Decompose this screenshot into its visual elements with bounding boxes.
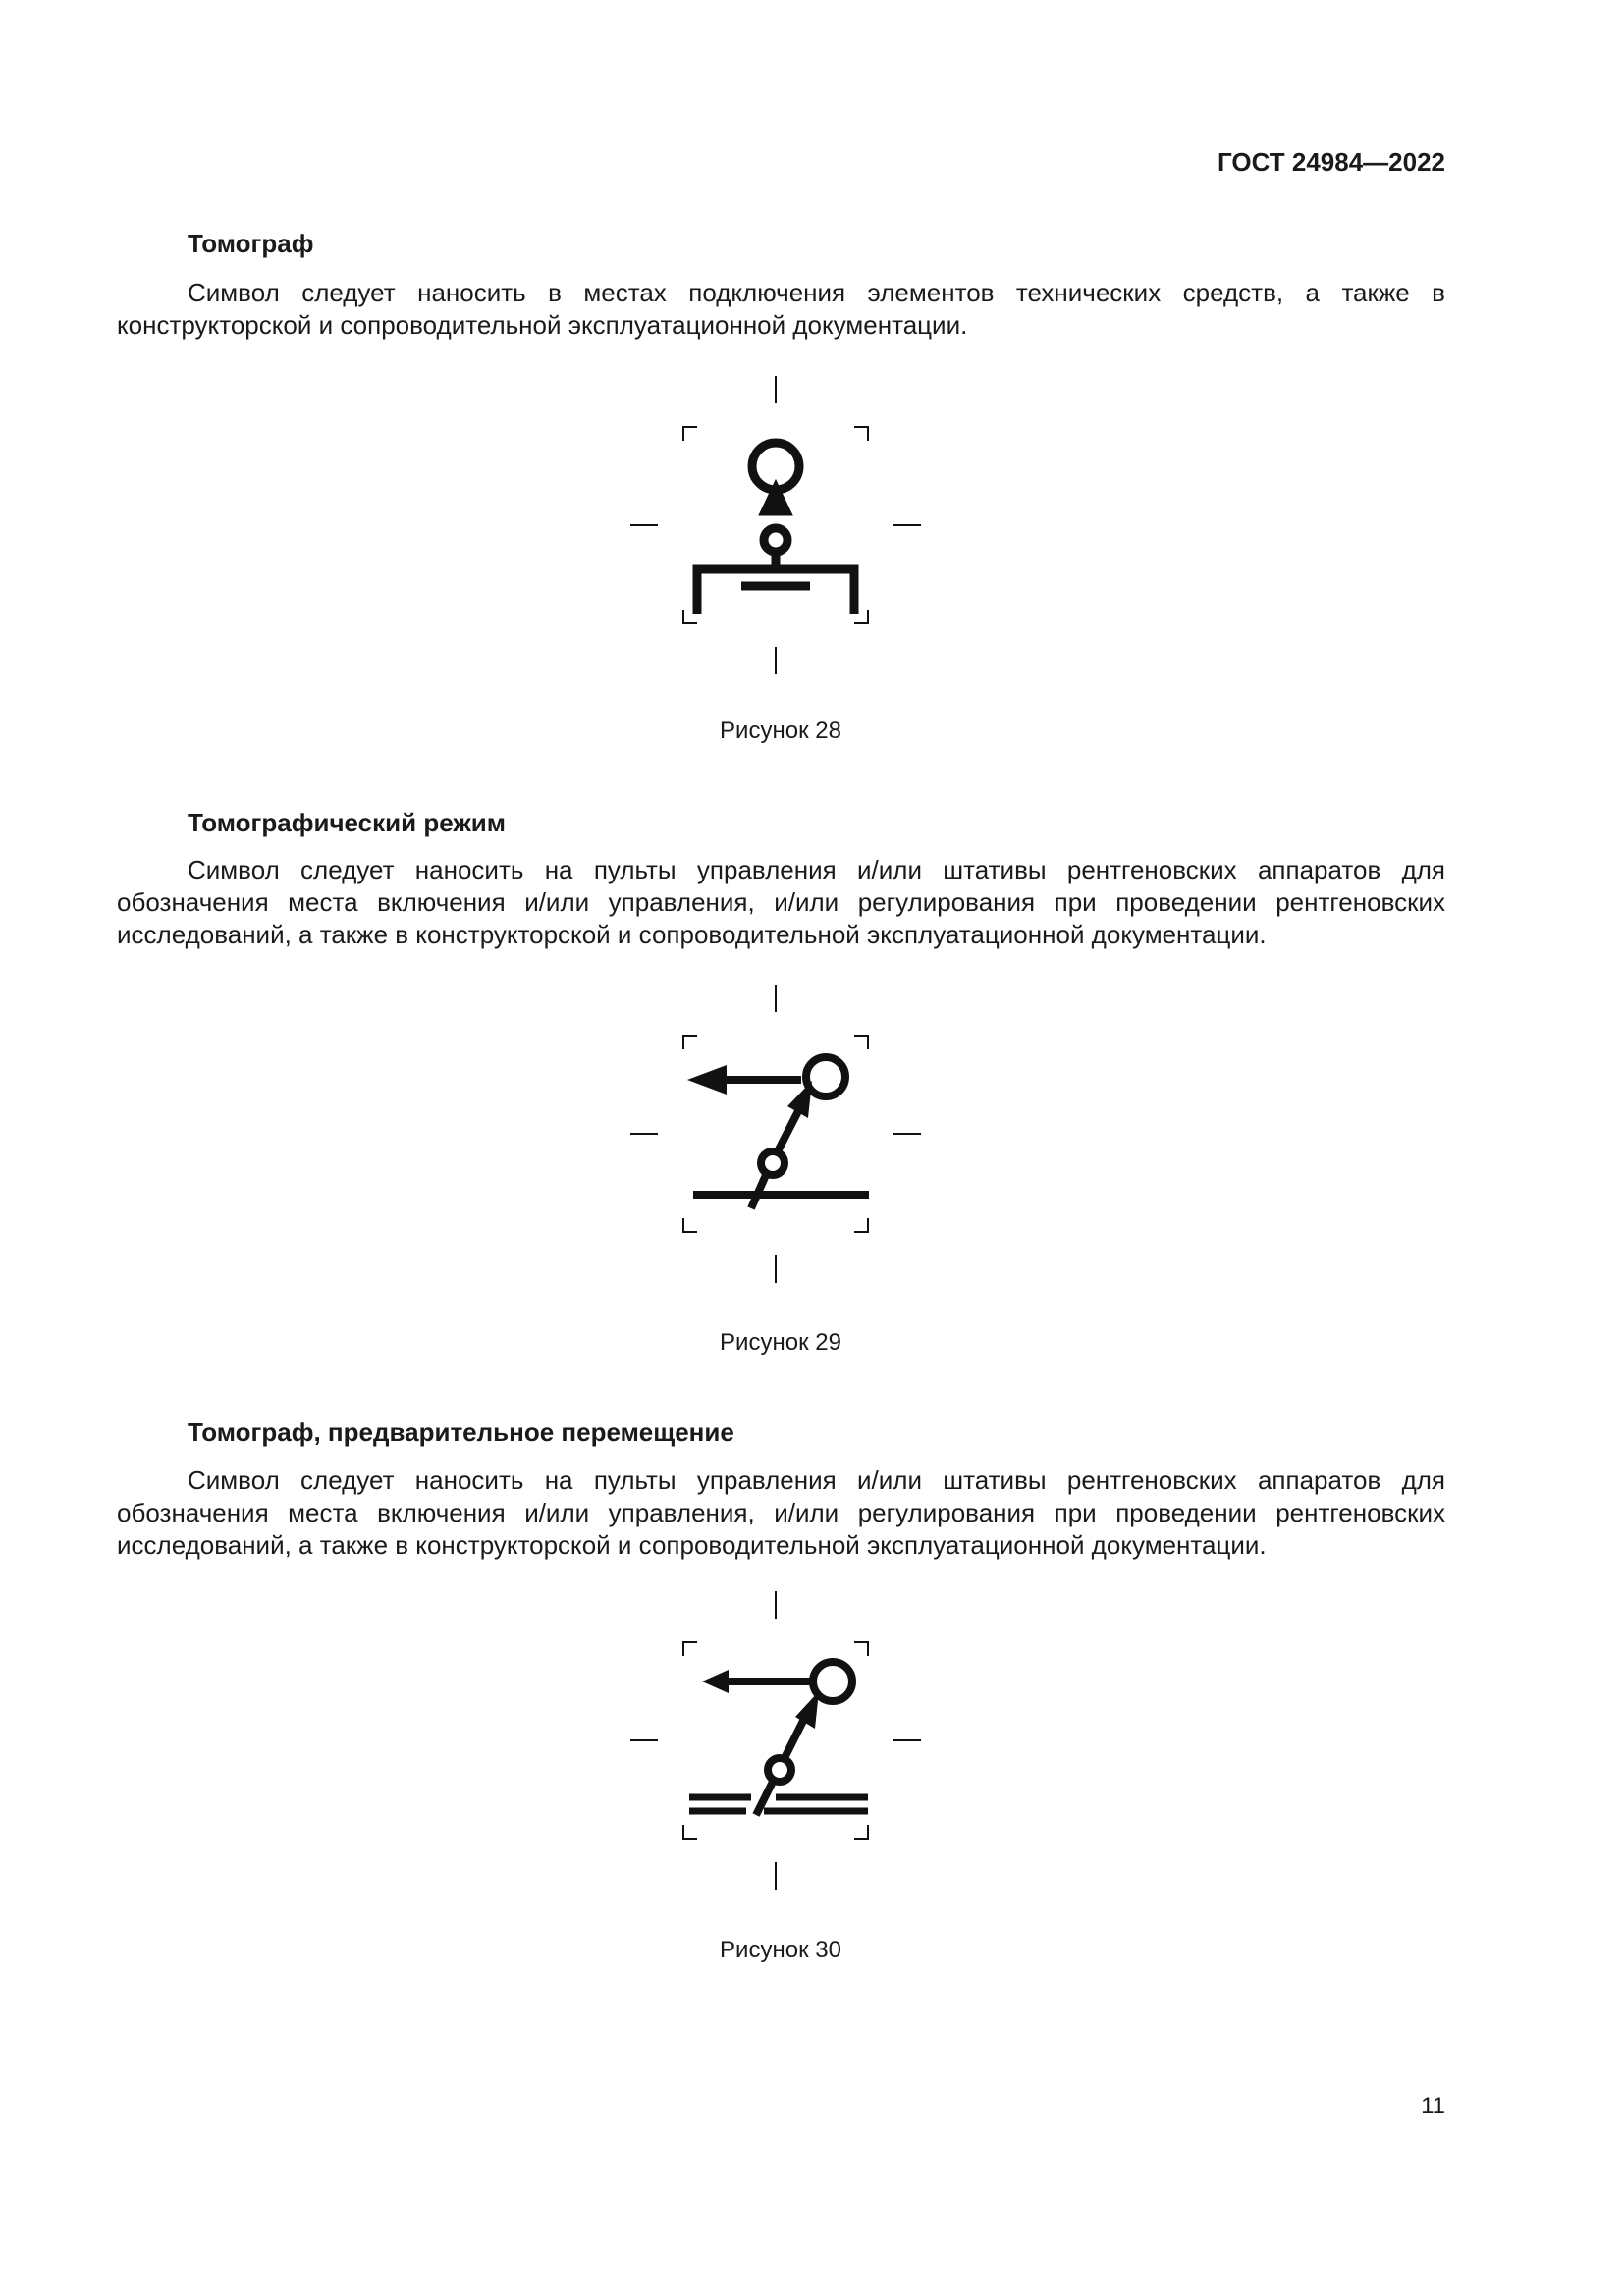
- tomograph-preliminary-movement-symbol-icon: [619, 1583, 933, 1897]
- figure-28: [619, 368, 933, 682]
- figure-29: [619, 977, 933, 1291]
- section-title-tomograph: Томограф: [188, 229, 314, 258]
- page-number: 11: [1421, 2093, 1445, 2119]
- tomographic-mode-symbol-icon: [619, 977, 933, 1291]
- section-paragraph-tomographic-mode: Символ следует наносить на пульты управления и/или штативы рентгеновских аппаратов для обозначения места включения и/или управления, и/или регулирования при проведении рентгеновских исследований, а также в конструкторской и сопроводительной эксплуатационной документации.: [117, 855, 1445, 949]
- section-title-tomographic-mode: Томографический режим: [188, 808, 506, 837]
- standard-code-header: ГОСТ 24984—2022: [1218, 147, 1445, 177]
- figure-30: [619, 1583, 933, 1897]
- tomograph-symbol-icon: [619, 368, 933, 682]
- figure-caption-28: Рисунок 28: [720, 718, 841, 744]
- section-paragraph-tomograph: Символ следует наносить в местах подключения элементов технических средств, а также в конструкторской и сопроводительной эксплуатационной документации.: [117, 278, 1445, 340]
- section-paragraph-tomograph-preliminary-movement: Символ следует наносить на пульты управления и/или штативы рентгеновских аппаратов для обозначения места включения и/или управления, и/или регулирования при проведении рентгеновских исследований, а также в конструкторской и сопроводительной эксплуатационной документации.: [117, 1466, 1445, 1560]
- section-title-tomograph-preliminary-movement: Томограф, предварительное перемещение: [188, 1417, 734, 1447]
- figure-caption-29: Рисунок 29: [720, 1329, 841, 1356]
- figure-caption-30: Рисунок 30: [720, 1937, 841, 1963]
